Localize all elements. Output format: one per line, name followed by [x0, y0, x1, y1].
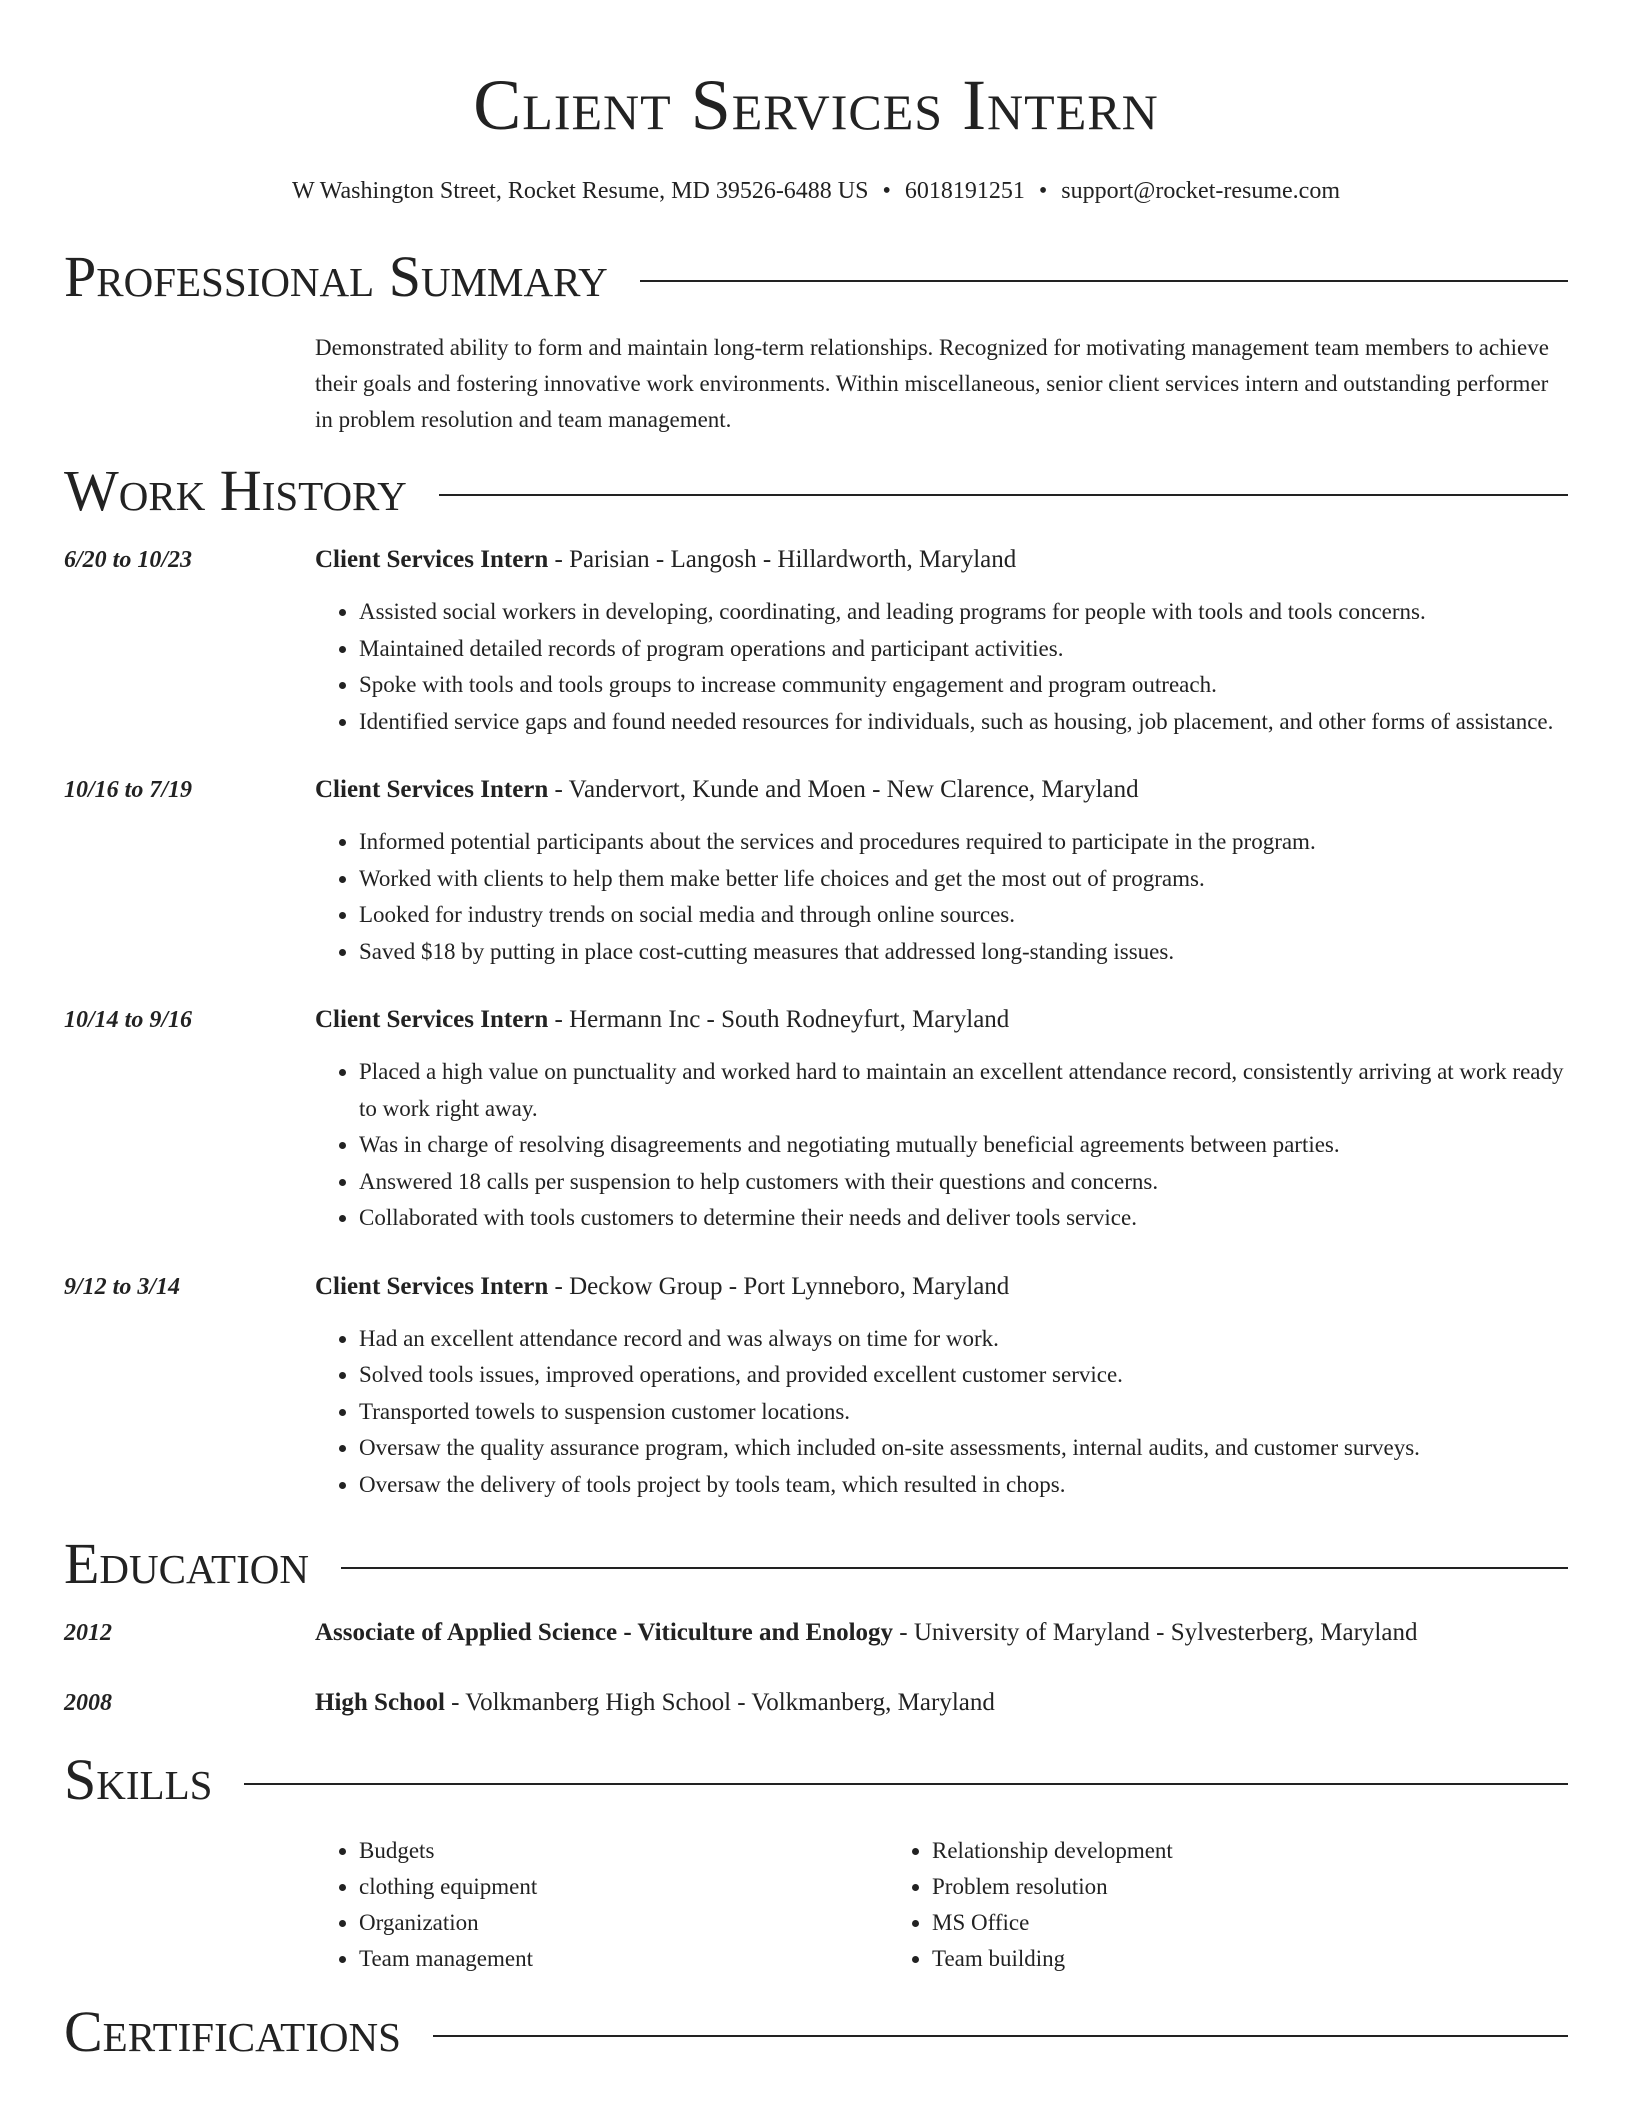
contact-separator: •: [882, 178, 891, 204]
resume-name: Client Services Intern: [473, 65, 1159, 145]
list-item: • Solved tools issues, improved operations, and provided excellent customer service.: [359, 1357, 1568, 1394]
education-heading-line: [315, 1617, 1568, 1649]
contact-email: support@rocket-resume.com: [1061, 178, 1340, 204]
job-bullets: [315, 824, 1568, 970]
job-dates: 10/16 to 7/19: [64, 777, 193, 803]
list-item: • Worked with clients to help them make better life choices and get the most out of programs.: [359, 861, 1568, 898]
education-entry: [64, 1617, 1568, 1649]
list-item: • Oversaw the delivery of tools project by tools team, which resulted in chops.: [359, 1467, 1568, 1504]
work-heading: Work History: [64, 458, 407, 523]
education-entry: [64, 1687, 1568, 1719]
section-divider: [244, 1783, 1568, 1785]
job-dates: 6/20 to 10/23: [64, 547, 193, 573]
summary-section-header: [64, 244, 1568, 310]
job-bullets: [315, 594, 1568, 740]
list-item: • Assisted social workers in developing, coordinating, and leading programs for people with tools and tools concerns.: [359, 594, 1568, 631]
section-divider: [640, 280, 1568, 282]
certifications-section-header: [64, 1999, 1568, 2065]
list-item: • Oversaw the quality assurance program, which included on-site assessments, internal audits, and customer surveys.: [359, 1430, 1568, 1467]
skills-heading: Skills: [64, 1747, 213, 1812]
skills-list-right: [888, 1833, 1461, 1977]
skill-item: • MS Office: [932, 1905, 1461, 1941]
job-heading: [315, 1004, 1568, 1036]
list-item: • Looked for industry trends on social media and through online sources.: [359, 897, 1568, 934]
contact-line: [64, 176, 1568, 206]
job-employer: - Vandervort, Kunde and Moen - New Clarence, Maryland: [548, 776, 1139, 803]
skill-item: • Team building: [932, 1941, 1461, 1977]
job-bullets: [315, 1054, 1568, 1237]
job-employer: - Parisian - Langosh - Hillardworth, Maryland: [548, 546, 1017, 573]
contact-address: W Washington Street, Rocket Resume, MD 39526-6488 US: [292, 178, 869, 204]
education-school: - University of Maryland - Sylvesterberg, Maryland: [893, 1619, 1418, 1646]
job-title: Client Services Intern: [315, 546, 549, 573]
list-item: • Had an excellent attendance record and was always on time for work.: [359, 1321, 1568, 1358]
section-divider: [433, 2035, 1568, 2037]
skills-list-left: [315, 1833, 888, 1977]
job-employer: - Deckow Group - Port Lynneboro, Maryland: [548, 1272, 1010, 1300]
list-item: • Saved $18 by putting in place cost-cutting measures that addressed long-standing issues.: [359, 934, 1568, 971]
job-entry: [64, 1271, 1568, 1504]
contact-phone: 6018191251: [904, 178, 1025, 204]
skill-item: • Team management: [359, 1941, 888, 1977]
certifications-heading: Certifications: [64, 1999, 401, 2064]
list-item: • Identified service gaps and found needed resources for individuals, such as housing, job placement, and other forms of assistance.: [359, 704, 1568, 741]
job-dates: 10/14 to 9/16: [64, 1007, 193, 1033]
job-title: Client Services Intern: [315, 1272, 549, 1300]
job-title: Client Services Intern: [315, 1006, 549, 1033]
job-entry: [64, 774, 1568, 970]
education-year: 2012: [64, 1620, 112, 1646]
list-item: • Informed potential participants about the services and procedures required to participate in the program.: [359, 824, 1568, 861]
education-degree: High School: [315, 1689, 445, 1716]
education-section-header: [64, 1531, 1568, 1597]
contact-separator: •: [1038, 178, 1048, 204]
education-degree: Associate of Applied Science - Viticulture and Enology: [315, 1619, 894, 1646]
skill-item: • clothing equipment: [359, 1869, 888, 1905]
list-item: • Transported towels to suspension customer locations.: [359, 1394, 1568, 1431]
job-entry: [64, 544, 1568, 740]
list-item: • Maintained detailed records of program operations and participant activities.: [359, 631, 1568, 668]
skill-item: • Problem resolution: [932, 1869, 1461, 1905]
education-school: - Volkmanberg High School - Volkmanberg, Maryland: [444, 1689, 995, 1716]
skill-item: • Relationship development: [932, 1833, 1461, 1869]
job-title: Client Services Intern: [315, 776, 549, 803]
job-entry: [64, 1004, 1568, 1237]
work-section-header: [64, 458, 1568, 524]
job-heading: [315, 544, 1568, 576]
skill-item: • Budgets: [359, 1833, 888, 1869]
job-heading: [315, 1271, 1568, 1303]
summary-heading: Professional Summary: [64, 244, 608, 309]
list-item: • Placed a high value on punctuality and worked hard to maintain an excellent attendance record, consistently arriving at work ready to work right away.: [359, 1054, 1568, 1127]
education-heading-line: [315, 1687, 1568, 1719]
list-item: • Was in charge of resolving disagreements and negotiating mutually beneficial agreements between parties.: [359, 1127, 1568, 1164]
skills-section-header: [64, 1747, 1568, 1813]
job-dates: 9/12 to 3/14: [64, 1273, 181, 1300]
education-heading: Education: [64, 1531, 309, 1596]
education-year: 2008: [64, 1690, 112, 1716]
list-item: • Collaborated with tools customers to determine their needs and deliver tools service.: [359, 1200, 1568, 1237]
list-item: • Spoke with tools and tools groups to increase community engagement and program outreach.: [359, 667, 1568, 704]
skills-grid: [315, 1833, 1568, 1977]
skill-item: • Organization: [359, 1905, 888, 1941]
job-bullets: [315, 1321, 1568, 1504]
job-employer: - Hermann Inc - South Rodneyfurt, Maryland: [548, 1006, 1010, 1033]
summary-text: Demonstrated ability to form and maintain long-term relationships. Recognized for motivating management team members to achieve their goals and fostering innovative work environments. Within miscellaneous, senior client services intern and outstanding performer in problem resolution and team management.: [315, 335, 1549, 432]
section-divider: [439, 494, 1568, 496]
list-item: • Answered 18 calls per suspension to help customers with their questions and concerns.: [359, 1164, 1568, 1201]
section-divider: [341, 1567, 1568, 1569]
job-heading: [315, 774, 1568, 806]
